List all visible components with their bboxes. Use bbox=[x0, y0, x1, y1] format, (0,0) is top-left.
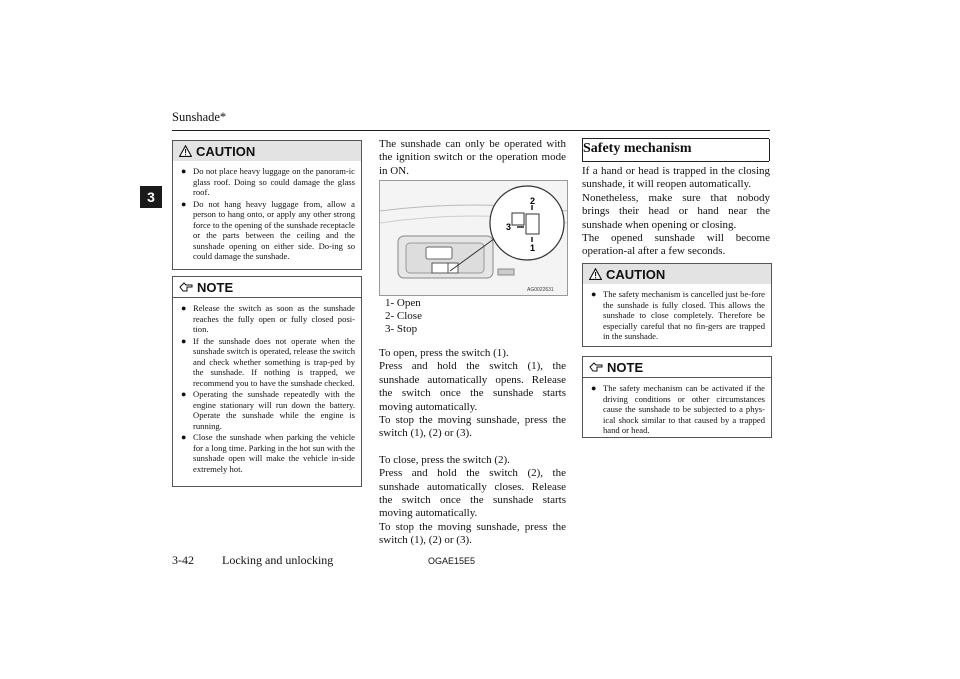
legend-item: 2- Close bbox=[385, 310, 422, 322]
safety-text bbox=[582, 165, 770, 259]
paragraph: To stop the moving sunshade, press the switch (1), (2) or (3). bbox=[379, 414, 566, 440]
switch-illustration bbox=[380, 181, 567, 295]
paragraph: To open, press the switch (1). bbox=[379, 347, 509, 359]
heading-bar bbox=[769, 139, 770, 161]
caution-list bbox=[173, 161, 361, 269]
paragraph: The opened sunshade will become operation-al after a few seconds. bbox=[582, 232, 770, 258]
figure-legend bbox=[385, 297, 422, 336]
bullet-icon: ● bbox=[591, 383, 597, 393]
header-rule bbox=[172, 130, 770, 131]
hand-pointing-icon bbox=[589, 361, 603, 373]
note-title: NOTE bbox=[607, 359, 644, 375]
section-heading bbox=[582, 138, 769, 162]
open-instructions bbox=[379, 347, 566, 548]
paragraph: Press and hold the switch (1), the sunshade automatically opens. Release the switch once the sunshade starts moving automatically. bbox=[379, 360, 566, 413]
section-title: Safety mechanism bbox=[583, 141, 692, 156]
chapter-tab: 3 bbox=[140, 186, 162, 208]
caution-item: ● Do not hang heavy luggage from, allow a person to hang onto, or apply any other strong force to the opening of the sunshade receptacle or the parts between the ceiling and the sunshade opening on either side. Do-ing so could damage the sunshade. bbox=[181, 198, 355, 261]
note-item: ● If the sunshade does not operate when the sunshade switch is operated, release the switch and check whether something is trap-ped by the sunshade. If nothing is trapped, we recommend you to have the sunshade checked. bbox=[181, 335, 355, 388]
bullet-icon: ● bbox=[181, 389, 187, 399]
caution-item: ● The safety mechanism is cancelled just be-fore the sunshade is fully closed. This allows the sunshade to close completely. Therefore be especially careful that no fin-gers are trapped in the sunshade. bbox=[591, 289, 765, 341]
note-item: ● Close the sunshade when parking the vehicle for a long time. Parking in the hot sun with the sunshade open will make the vehicle in-side extremely hot. bbox=[181, 432, 355, 474]
note-list bbox=[173, 298, 361, 481]
bullet-icon: ● bbox=[181, 303, 187, 313]
note-box-right bbox=[582, 356, 772, 438]
note-header bbox=[173, 277, 361, 298]
note-item: ● Operating the sunshade repeatedly with the engine stationary will run down the battery. Operate the sunshade while the engine is running. bbox=[181, 389, 355, 431]
bullet-icon: ● bbox=[181, 432, 187, 442]
note-list bbox=[583, 378, 771, 443]
note-item: ● Release the switch as soon as the sunshade reaches the fully open or fully closed posi-tion. bbox=[181, 303, 355, 334]
caution-title: CAUTION bbox=[196, 143, 256, 159]
document-code: OGAE15E5 bbox=[428, 556, 476, 566]
caution-item: ● Do not place heavy luggage on the panoram-ic glass roof. Doing so could damage the glass roof. bbox=[181, 166, 355, 197]
caution-header bbox=[583, 264, 771, 284]
paragraph: Nonetheless, make sure that nobody brings their head or hand near the sunshade when opening or closing. bbox=[582, 191, 770, 231]
bullet-icon: ● bbox=[181, 335, 187, 346]
caution-header bbox=[173, 141, 361, 161]
paragraph: To close, press the switch (2). bbox=[379, 453, 510, 466]
note-item: ● The safety mechanism can be activated if the driving conditions or other circumstances cause the sunshade to be subjected to a phys-ical shock similar to that caused by a trapped hand or head. bbox=[591, 383, 765, 435]
callout-label: 3 bbox=[506, 222, 512, 232]
note-title: NOTE bbox=[197, 279, 234, 295]
warning-triangle-icon bbox=[589, 268, 602, 280]
bullet-icon: ● bbox=[591, 289, 597, 299]
paragraph: To stop the moving sunshade, press the switch (1), (2) or (3). bbox=[379, 520, 566, 547]
intro-paragraph: The sunshade can only be operated with the ignition switch or the operation mode in ON. bbox=[379, 138, 566, 177]
callout-label: 1 bbox=[530, 243, 536, 253]
hand-pointing-icon bbox=[179, 281, 193, 293]
switch-figure bbox=[379, 180, 568, 296]
paragraph: If a hand or head is trapped in the closing sunshade, it will reopen automatically. bbox=[582, 165, 770, 191]
caution-box-left bbox=[172, 140, 362, 270]
legend-item: 1- Open bbox=[385, 297, 421, 309]
callout-label: 2 bbox=[530, 196, 536, 206]
note-header bbox=[583, 357, 771, 378]
figure-code: AG0022631 bbox=[527, 287, 554, 293]
page-number: 3-42 bbox=[172, 553, 194, 567]
bullet-icon: ● bbox=[181, 198, 187, 209]
caution-title: CAUTION bbox=[606, 266, 666, 282]
page-header-title: Sunshade* bbox=[172, 110, 227, 124]
bullet-icon: ● bbox=[181, 166, 187, 176]
caution-list bbox=[583, 284, 771, 349]
legend-item: 3- Stop bbox=[385, 323, 418, 335]
footer-section: Locking and unlocking bbox=[222, 553, 334, 567]
caution-box-right bbox=[582, 263, 772, 347]
warning-triangle-icon bbox=[179, 145, 192, 157]
note-box-left bbox=[172, 276, 362, 487]
paragraph: Press and hold the switch (2), the sunshade automatically closes. Release the switch once the sunshade starts moving automatically. bbox=[379, 467, 566, 520]
